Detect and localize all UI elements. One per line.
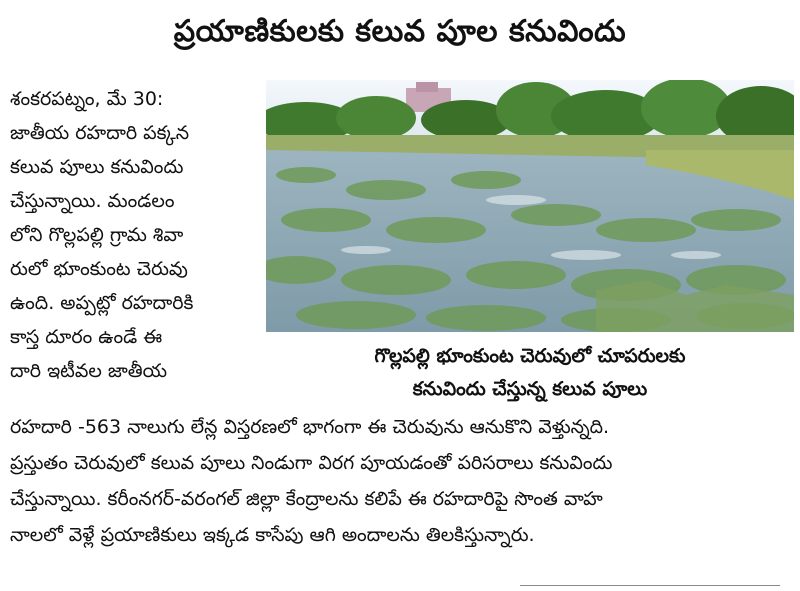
headline: ప్రయాణికులకు కలువ పూల కనువిందు	[173, 14, 627, 49]
caption-line: గొల్లపల్లి భూంకుంట చెరువులో చూపరులకు	[374, 345, 686, 367]
body-line: దారి ఇటీవల జాతీయ	[10, 360, 168, 382]
body-line: నాలలో వెళ్లే ప్రయాణికులు ఇక్కడ కాసేపు ఆగి అందాలను తిలకిస్తున్నారు.	[10, 524, 535, 546]
body-line: శంకరపట్నం, మే 30:	[10, 88, 164, 110]
body-line: చేస్తున్నాయి. మండలం	[10, 190, 175, 212]
body-line: రహదారి -563 నాలుగు లేన్ల విస్తరణలో భాగంగా ఈ చెరువును ఆనుకొని వెళ్తున్నది.	[10, 416, 610, 438]
body-line: కాస్త దూరం ఉండే ఈ	[10, 326, 163, 348]
body-line: చేస్తున్నాయి. కరీంనగర్-వరంగల్ జిల్లా కేంద్రాలను కలిపే ఈ రహదారిపై సొంత వాహ	[10, 488, 603, 510]
body-line: కలువ పూలు కనువిందు	[10, 156, 184, 178]
body-line: జాతీయ రహదారి పక్కన	[10, 122, 190, 144]
body-line: ఉంది. అప్పట్లో రహదారికి	[10, 292, 194, 314]
bottom-rule	[520, 585, 780, 586]
caption-line: కనువిందు చేస్తున్న కలువ పూలు	[412, 378, 648, 400]
photo-caption	[266, 340, 794, 406]
body-line: ప్రస్తుతం చెరువులో కలువ పూలు నిండుగా విరగ పూయడంతో పరిసరాలు కనువిందు	[10, 452, 613, 474]
body-line: లోని గొల్లపల్లి గ్రామ శివా	[10, 224, 184, 246]
article-body-full	[10, 409, 790, 553]
body-line: రులో భూంకుంట చెరువు	[10, 258, 188, 280]
lily-pond-photo	[266, 80, 794, 332]
article-body-column	[10, 82, 255, 388]
